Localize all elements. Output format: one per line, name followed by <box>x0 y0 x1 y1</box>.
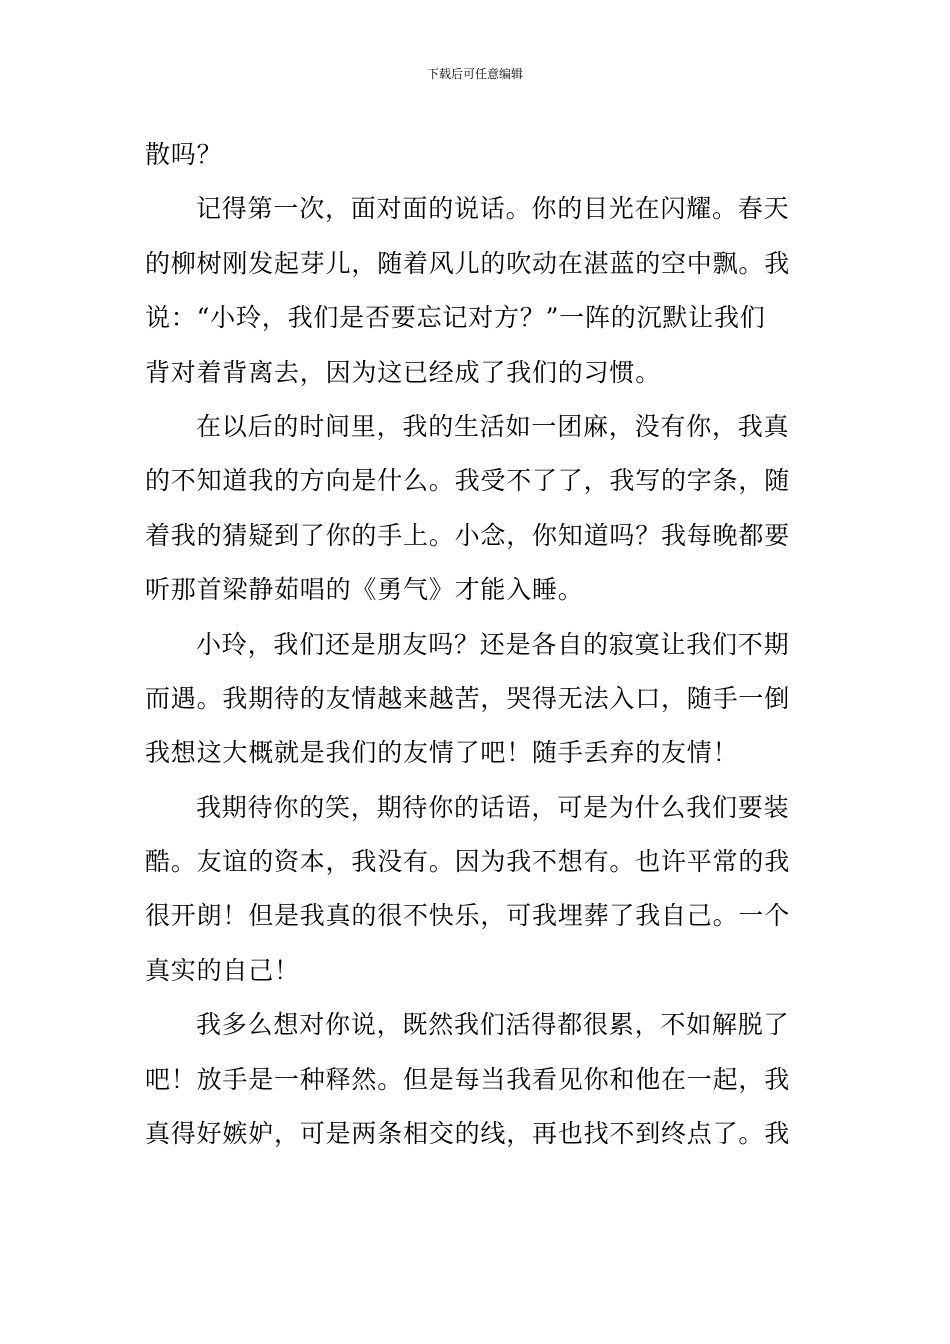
text-line: 我想这大概就是我们的友情了吧！随手丢弃的友情！ <box>145 738 739 768</box>
text-line: 背对着背离去，因为这已经成了我们的习惯。 <box>145 357 662 387</box>
text-line: 我多么想对你说，既然我们活得都很累，不如解脱了 <box>196 1010 790 1040</box>
text-line: 在以后的时间里，我的生活如一团麻，没有你，我真 <box>196 411 790 441</box>
body-text <box>145 128 809 1161</box>
text-line: 说：“小玲，我们是否要忘记对方？”一阵的沉默让我们 <box>145 303 766 333</box>
text-line: 而遇。我期待的友情越来越苦，哭得无法入口，随手一倒 <box>145 683 791 713</box>
text-line: 听那首梁静茹唱的《勇气》才能入睡。 <box>145 575 584 605</box>
text-line: 很开朗！但是我真的很不快乐，可我埋葬了我自己。一个 <box>145 901 791 931</box>
text-line: 吧！放手是一种释然。但是每当我看见你和他在一起，我 <box>145 1064 791 1094</box>
text-line: 我期待你的笑，期待你的话语，可是为什么我们要装 <box>196 792 790 822</box>
page-header: 下载后可任意编辑 <box>426 67 523 81</box>
text-line: 的不知道我的方向是什么。我受不了了，我写的字条，随 <box>145 466 791 496</box>
text-line: 小玲，我们还是朋友吗？还是各自的寂寞让我们不期 <box>196 629 790 659</box>
text-line: 真得好嫉妒，可是两条相交的线，再也找不到终点了。我 <box>145 1119 791 1149</box>
text-line: 真实的自己！ <box>145 955 300 985</box>
text-line: 记得第一次，面对面的说话。你的目光在闪耀。春天 <box>196 194 790 224</box>
text-line: 着我的猜疑到了你的手上。小念，你知道吗？我每晚都要 <box>145 520 791 550</box>
text-line: 散吗？ <box>145 140 223 169</box>
text-line: 酷。友谊的资本，我没有。因为我不想有。也许平常的我 <box>145 847 791 877</box>
text-line: 的柳树刚发起芽儿，随着风儿的吹动在湛蓝的空中飘。我 <box>145 248 791 278</box>
